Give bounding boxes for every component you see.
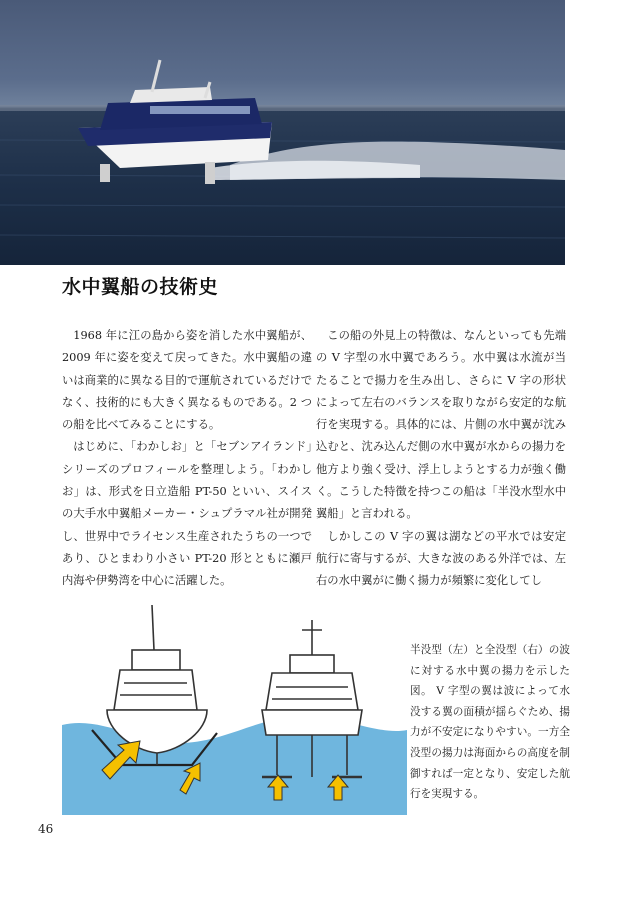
hydrofoil-comparison-diagram (62, 595, 407, 815)
hydrofoil-photo (0, 0, 565, 265)
body-column-right (316, 325, 566, 593)
paragraph: はじめに、「わかしお」と「セブンアイランド」シリーズのプロフィールを整理しよう。「わかしお」は、形式を日立造船 PT-50 といい、スイスの大手水中翼船メーカー・シュプラマル社が開発し、世界中でライセンス生産されたうちの一つであり、ひとまわり小さい PT-20 形とともに瀬戸内海や伊勢湾を中心に活躍した。 (62, 440, 312, 588)
body-column-left (62, 325, 312, 593)
page-title: 水中翼船の技術史 (62, 276, 219, 298)
page-number: 46 (38, 822, 54, 836)
paragraph: この船の外見上の特徴は、なんといっても先端の V 字型の水中翼であろう。水中翼は水流が当たることで揚力を生み出し、さらに V 字の形状によって左右のバランスを取りながら安定的な航行を実現する。具体的には、片側の水中翼が沈み込むと、沈み込んだ側の水中翼が水からの揚力を他方より強く受け、浮上しようとする力が強く働く。こうした特徴を持つこの船は「半没水型水中翼船」と言われる。 (316, 329, 566, 521)
paragraph: 1968 年に江の島から姿を消した水中翼船が、2009 年に姿を変えて戻ってきた。水中翼船の違いは商業的に異なる目的で運航されているだけでなく、技術的にも大きく異なるものである。2 つの船を比べてみることにする。 (62, 329, 312, 432)
figure-caption: 半没型（左）と全没型（右）の波に対する水中翼の揚力を示した図。 V 字型の翼は波によって水没する翼の面積が揺らぐため、揚力が不安定になりやすい。一方全没型の揚力は海面からの高度を制御すれば一定となり、安定した航行を実現する。 (410, 644, 570, 801)
wave-lift-illustration (62, 595, 407, 815)
ship-illustration (0, 0, 565, 265)
paragraph: しかしこの V 字の翼は湖などの平水では安定航行に寄与するが、大きな波のある外洋では、左右の水中翼がに働く揚力が頻繁に変化してし (316, 529, 566, 588)
